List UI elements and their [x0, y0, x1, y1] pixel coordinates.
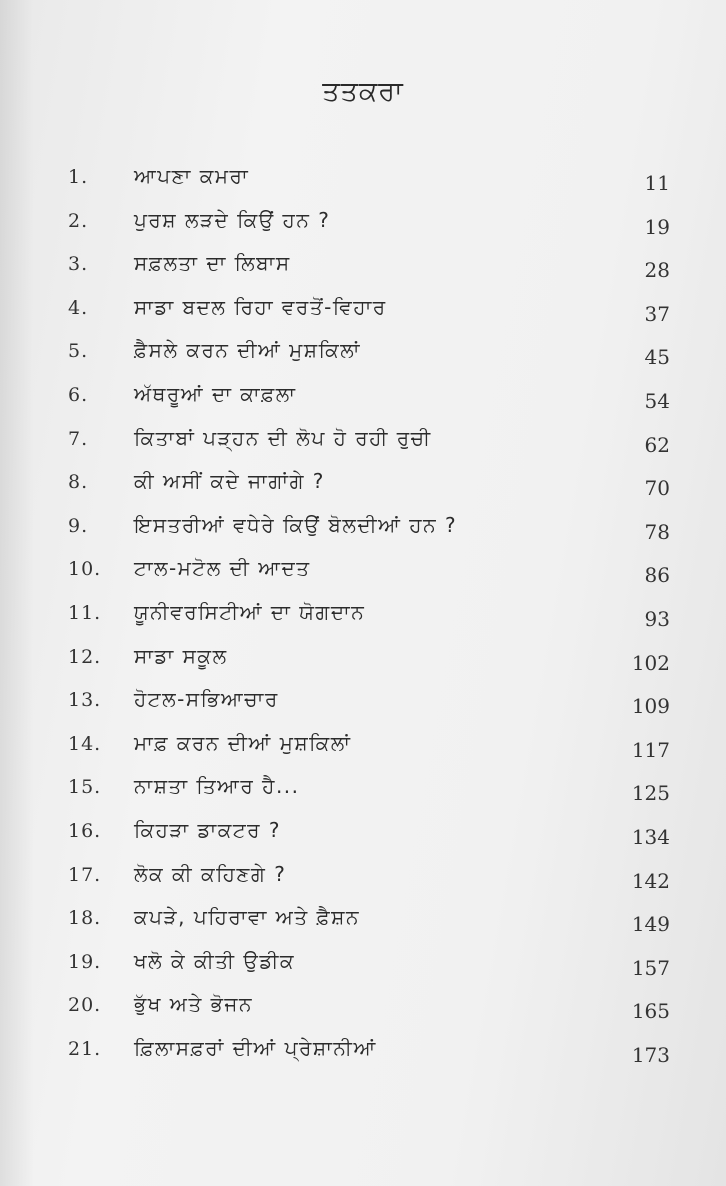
- entry-number: 11.: [68, 601, 102, 624]
- entry-title: ਕਪੜੇ, ਪਹਿਰਾਵਾ ਅਤੇ ਫ਼ੈਸ਼ਨ: [134, 905, 360, 930]
- toc-entry: [68, 596, 678, 640]
- toc-entry: [68, 465, 678, 509]
- entry-number: 13.: [68, 689, 102, 712]
- entry-page-number: 102: [631, 650, 670, 675]
- entry-title: ਕੀ ਅਸੀਂ ਕਦੇ ਜਾਗਾਂਗੇ ?: [134, 469, 325, 494]
- entry-number: 15.: [68, 776, 102, 799]
- entry-number: 3.: [68, 253, 89, 276]
- entry-title: ਪੁਰਸ਼ ਲੜਦੇ ਕਿਉਂ ਹਨ ?: [134, 207, 331, 232]
- toc-entry: [68, 988, 678, 1032]
- entry-number: 10.: [68, 558, 102, 581]
- toc-entry: [68, 901, 678, 945]
- entry-title: ਹੋਟਲ-ਸਭਿਆਚਾਰ: [134, 687, 279, 712]
- entry-page-number: 149: [631, 912, 670, 937]
- entry-title: ਨਾਸ਼ਤਾ ਤਿਆਰ ਹੈ...: [134, 774, 300, 799]
- toc-entry: [68, 640, 678, 684]
- entry-page-number: 165: [631, 999, 670, 1024]
- entry-title: ਭੁੱਖ ਅਤੇ ਭੋਜਨ: [134, 992, 253, 1017]
- entry-number: 6.: [68, 383, 89, 406]
- entry-title: ਕਿਤਾਬਾਂ ਪੜ੍ਹਨ ਦੀ ਲੋਪ ਹੋ ਰਹੀ ਰੁਚੀ: [134, 425, 432, 450]
- entry-title: ਟਾਲ-ਮਟੋਲ ਦੀ ਆਦਤ: [134, 556, 311, 581]
- entry-number: 19.: [68, 950, 102, 973]
- toc-entry: [68, 727, 678, 771]
- entry-page-number: 19: [644, 214, 670, 239]
- entry-number: 4.: [68, 296, 89, 319]
- entry-title: ਸਫ਼ਲਤਾ ਦਾ ਲਿਬਾਸ: [134, 251, 291, 276]
- toc-entry: [68, 552, 678, 596]
- entry-title: ਯੂਨੀਵਰਸਿਟੀਆਂ ਦਾ ਯੋਗਦਾਨ: [134, 599, 366, 624]
- entry-title: ਫ਼ਿਲਾਸਫ਼ਰਾਂ ਦੀਆਂ ਪ੍ਰੇਸ਼ਾਨੀਆਂ: [134, 1035, 377, 1060]
- entry-page-number: 45: [644, 345, 670, 370]
- entry-page-number: 157: [631, 955, 670, 980]
- toc-entry: [68, 334, 678, 378]
- toc-entry: [68, 378, 678, 422]
- entry-page-number: 37: [644, 301, 670, 326]
- toc-entry: [68, 1032, 678, 1076]
- entry-number: 1.: [68, 166, 89, 188]
- toc-entry: [68, 814, 678, 858]
- entry-title: ਸਾਡਾ ਸਕੂਲ: [134, 643, 228, 668]
- entry-title: ਲੋਕ ਕੀ ਕਹਿਣਗੇ ?: [134, 861, 287, 886]
- toc-entry: [68, 509, 678, 553]
- toc-entry: [68, 291, 678, 335]
- entry-page-number: 62: [644, 432, 670, 457]
- entry-page-number: 173: [631, 1042, 670, 1067]
- toc-entry: [68, 422, 678, 466]
- entry-page-number: 109: [631, 694, 670, 719]
- entry-title: ਅੱਥਰੂਆਂ ਦਾ ਕਾਫ਼ਲਾ: [134, 381, 297, 406]
- entry-number: 17.: [68, 863, 102, 886]
- entry-number: 16.: [68, 819, 102, 842]
- toc-entry: [68, 945, 678, 989]
- entry-page-number: 78: [644, 519, 670, 544]
- entry-number: 5.: [68, 340, 89, 363]
- entry-number: 20.: [68, 994, 102, 1017]
- entry-page-number: 125: [631, 781, 670, 806]
- entry-number: 18.: [68, 907, 102, 930]
- entry-page-number: 86: [644, 563, 670, 588]
- entry-number: 9.: [68, 514, 89, 537]
- toc-entry: [68, 247, 678, 291]
- entry-title: ਮਾਫ਼ ਕਰਨ ਦੀਆਂ ਮੁਸ਼ਕਿਲਾਂ: [134, 730, 352, 755]
- entry-title: ਕਿਹੜਾ ਡਾਕਟਰ ?: [134, 817, 282, 842]
- entry-title: ਫ਼ੈਸਲੇ ਕਰਨ ਦੀਆਂ ਮੁਸ਼ਕਿਲਾਂ: [134, 338, 361, 363]
- toc-entry: [68, 858, 678, 902]
- toc-entry: [68, 770, 678, 814]
- entry-number: 21.: [68, 1037, 102, 1060]
- entry-page-number: 54: [644, 388, 670, 413]
- entry-title: ਆਪਣਾ ਕਮਰਾ: [134, 164, 250, 188]
- entry-page-number: 117: [631, 737, 670, 762]
- entry-title: ਇਸਤਰੀਆਂ ਵਧੇਰੇ ਕਿਉਂ ਬੋਲਦੀਆਂ ਹਨ ?: [134, 512, 458, 537]
- toc-entry: [68, 204, 678, 248]
- entry-number: 14.: [68, 732, 102, 755]
- entry-title: ਸਾਡਾ ਬਦਲ ਰਿਹਾ ਵਰਤੋਂ-ਵਿਹਾਰ: [134, 294, 387, 319]
- entry-page-number: 93: [644, 606, 670, 631]
- entry-number: 8.: [68, 471, 89, 494]
- entry-number: 12.: [68, 645, 102, 668]
- entry-title: ਖਲੋ ਕੇ ਕੀਤੀ ਉਡੀਕ: [134, 948, 296, 973]
- table-of-contents: [68, 160, 678, 1075]
- toc-entry: [68, 160, 678, 204]
- entry-number: 2.: [68, 209, 89, 232]
- page-title: ਤਤਕਰਾ: [322, 76, 404, 107]
- entry-page-number: 11: [644, 171, 670, 195]
- entry-page-number: 28: [644, 258, 670, 283]
- entry-number: 7.: [68, 427, 89, 450]
- entry-page-number: 134: [631, 824, 670, 849]
- entry-page-number: 70: [644, 476, 670, 501]
- toc-entry: [68, 683, 678, 727]
- entry-page-number: 142: [631, 868, 670, 893]
